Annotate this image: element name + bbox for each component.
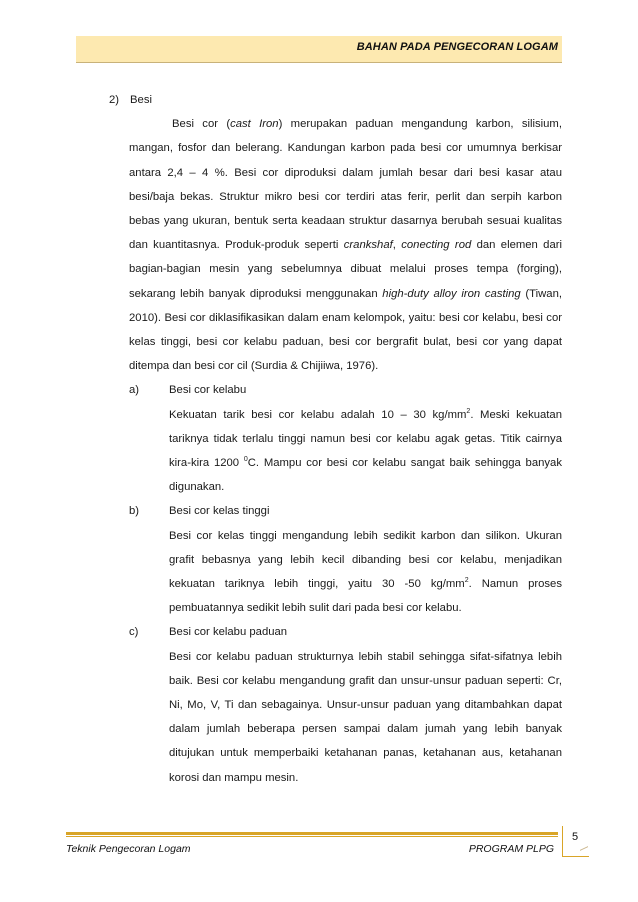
- item-title: Besi cor kelabu paduan: [169, 626, 288, 639]
- item-b: [129, 499, 562, 620]
- page-content: [109, 88, 562, 790]
- text-run: Kekuatan tarik besi cor kelabu adalah 10 – 30 kg/mm: [169, 408, 467, 421]
- text-run: dan elemen dari bagian-bagian mesin yang sebelumnya dibuat melalui proses tempa (forging), sekarang lebih banyak diproduksi menggunakan: [129, 239, 563, 300]
- item-letter: b): [129, 505, 140, 518]
- text-run: ) merupakan paduan mengandung karbon, silisium, mangan, fosfor dan belerang. Kandungan karbon pada besi cor umumnya berkisar antara 2,4 – 4 %. Besi cor diproduksi dalam jumlah besar dari besi kasar atau besi/baja bekas. Struktur mikro besi cor terdiri atas ferir, perlit dan serpih karbon bebas yang ukuran, bentuk serta keadaan struktur dasarnya berubah sesuai kualitas dan kuantitasnya. Produk-produk seperti: [129, 118, 562, 252]
- item-letter: a): [129, 384, 140, 397]
- item-title: Besi cor kelabu: [169, 384, 247, 397]
- footer-course-title: Teknik Pengecoran Logam: [66, 843, 191, 855]
- section-number: 2): [109, 94, 120, 106]
- item-heading: [129, 499, 562, 523]
- text-run: ,: [392, 239, 402, 252]
- section-body: [109, 112, 562, 790]
- text-run: C. Mampu cor besi cor kelabu sangat baik sehingga banyak digunakan.: [169, 457, 562, 494]
- term-high-duty: high-duty alloy iron casting: [382, 287, 521, 300]
- text-run: . Namun proses pembuatannya sedikit lebih sulit dari pada besi cor kelabu.: [169, 578, 562, 615]
- superscript: 0: [243, 456, 248, 464]
- term-crankshaf: crankshaf: [343, 239, 393, 252]
- superscript: 2: [464, 577, 469, 585]
- superscript: 2: [466, 407, 471, 415]
- header-title: BAHAN PADA PENGECORAN LOGAM: [356, 41, 558, 53]
- footer-rule-thin: [66, 836, 558, 837]
- text-run: (Tiwan, 2010). Besi cor diklasifikasikan dalam enam kelompok, yaitu: besi cor kelabu, besi cor kelas tinggi, besi cor kelabu paduan, besi cor bergrafit bulat, besi cor yang dapat ditempa dan besi cor cil (Surdia & Chijiiwa, 1976).: [129, 287, 562, 373]
- footer-program: PROGRAM PLPG: [468, 843, 554, 855]
- item-title: Besi cor kelas tinggi: [169, 505, 270, 518]
- footer-rule: [66, 832, 558, 835]
- item-letter: c): [129, 626, 139, 639]
- section-heading: [109, 88, 562, 112]
- item-heading: [129, 620, 562, 644]
- text-run: Besi cor kelas tinggi mengandung lebih sedikit karbon dan silikon. Ukuran grafit bebasnya yang lebih kecil dibanding besi cor kelabu, menjadikan kekuatan tariknya lebih tinggi, yaitu 30 -50 kg/mm: [169, 529, 562, 591]
- term-cast-iron: cast Iron: [230, 118, 279, 131]
- item-c: [129, 620, 562, 789]
- text-run: Besi cor (: [172, 118, 231, 131]
- item-body: Besi cor kelabu paduan strukturnya lebih stabil sehingga sifat-sifatnya lebih baik. Besi cor kelabu mengandung grafit dan unsur-unsur paduan seperti: Cr, Ni, Mo, V, Ti dan sebagainya. Unsur-unsur paduan yang ditambahkan dapat dalam jumlah beberapa persen sampai dalam jumah yang lebih banyak ditujukan untuk memperbaiki ketahanan panas, ketahanan aus, ketahanan korosi dan mampu mesin.: [169, 650, 562, 784]
- intro-paragraph: [129, 112, 562, 378]
- item-a: [129, 378, 562, 499]
- section-title: Besi: [130, 94, 152, 106]
- item-body: [129, 403, 562, 500]
- term-conecting-rod: conecting rod: [401, 239, 472, 252]
- item-heading: [129, 378, 562, 402]
- page-number: 5: [572, 831, 579, 843]
- text-run: . Meski kekuatan tariknya tidak terlalu tinggi namun besi cor kelabu agak getas. Titik cairnya kira-kira 1200: [169, 408, 562, 470]
- item-body: [129, 524, 562, 621]
- header-rule: [76, 62, 562, 63]
